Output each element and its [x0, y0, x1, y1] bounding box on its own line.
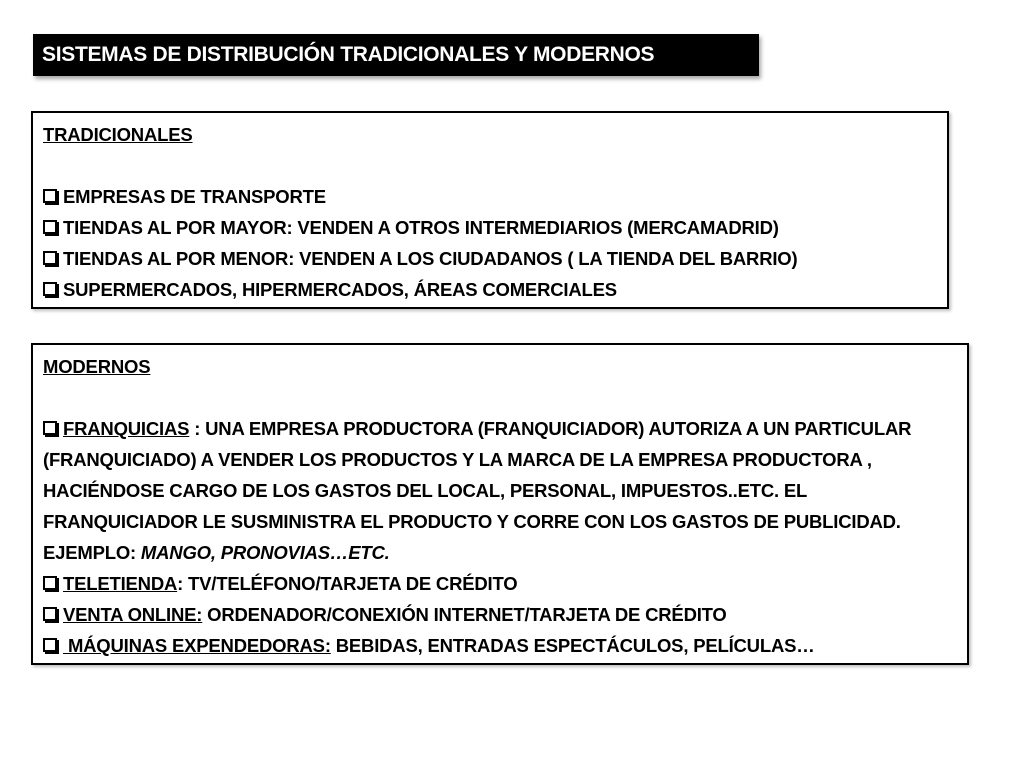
- checkbox-bullet-icon: [43, 421, 57, 435]
- venta-online-text: ORDENADOR/CONEXIÓN INTERNET/TARJETA DE CRÉDITO: [202, 604, 727, 625]
- checkbox-bullet-icon: [43, 251, 57, 265]
- modernos-box: [31, 343, 969, 665]
- list-item: [43, 212, 937, 243]
- list-item-venta-online: [43, 599, 957, 630]
- franquicias-example: MANGO, PRONOVIAS…ETC.: [140, 542, 390, 563]
- list-item-text: TIENDAS AL POR MENOR: VENDEN A LOS CIUDADANOS ( LA TIENDA DEL BARRIO): [63, 248, 798, 269]
- teletienda-term: TELETIENDA: [63, 573, 178, 594]
- spacer: [43, 150, 937, 181]
- checkbox-bullet-icon: [43, 282, 57, 296]
- checkbox-bullet-icon: [43, 220, 57, 234]
- venta-online-term: VENTA ONLINE:: [63, 604, 203, 625]
- page-title: SISTEMAS DE DISTRIBUCIÓN TRADICIONALES Y MODERNOS: [33, 34, 759, 76]
- checkbox-bullet-icon: [43, 189, 57, 203]
- tradicionales-heading: TRADICIONALES: [43, 124, 193, 145]
- franquicias-term: FRANQUICIAS: [63, 418, 190, 439]
- list-item: [43, 181, 937, 212]
- checkbox-bullet-icon: [43, 576, 57, 590]
- franquicias-text: : UNA EMPRESA PRODUCTORA (FRANQUICIADOR) AUTORIZA A UN PARTICULAR (FRANQUICIADO) A VENDER LOS PRODUCTOS Y LA MARCA DE LA EMPRESA PRODUCTORA , HACIÉNDOSE CARGO DE LOS GASTOS DEL LOCAL, PERSONAL, IMPUESTOS..ETC. EL FRANQUICIADOR LE SUSMINISTRA EL PRODUCTO Y CORRE CON LOS GASTOS DE PUBLICIDAD. EJEMPLO:: [43, 418, 912, 563]
- maquinas-text: BEBIDAS, ENTRADAS ESPECTÁCULOS, PELÍCULAS…: [330, 635, 815, 656]
- maquinas-term: MÁQUINAS EXPENDEDORAS:: [63, 635, 331, 656]
- list-item-maquinas: [43, 630, 957, 661]
- list-item-text: EMPRESAS DE TRANSPORTE: [63, 186, 326, 207]
- list-item-franquicias: [43, 413, 957, 568]
- list-item-text: TIENDAS AL POR MAYOR: VENDEN A OTROS INTERMEDIARIOS (MERCAMADRID): [63, 217, 779, 238]
- checkbox-bullet-icon: [43, 638, 57, 652]
- list-item-text: SUPERMERCADOS, HIPERMERCADOS, ÁREAS COMERCIALES: [63, 279, 617, 300]
- checkbox-bullet-icon: [43, 607, 57, 621]
- spacer: [43, 382, 957, 413]
- teletienda-text: : TV/TELÉFONO/TARJETA DE CRÉDITO: [177, 573, 518, 594]
- list-item: [43, 274, 937, 305]
- tradicionales-box: [31, 111, 949, 309]
- modernos-heading: MODERNOS: [43, 356, 151, 377]
- list-item-teletienda: [43, 568, 957, 599]
- list-item: [43, 243, 937, 274]
